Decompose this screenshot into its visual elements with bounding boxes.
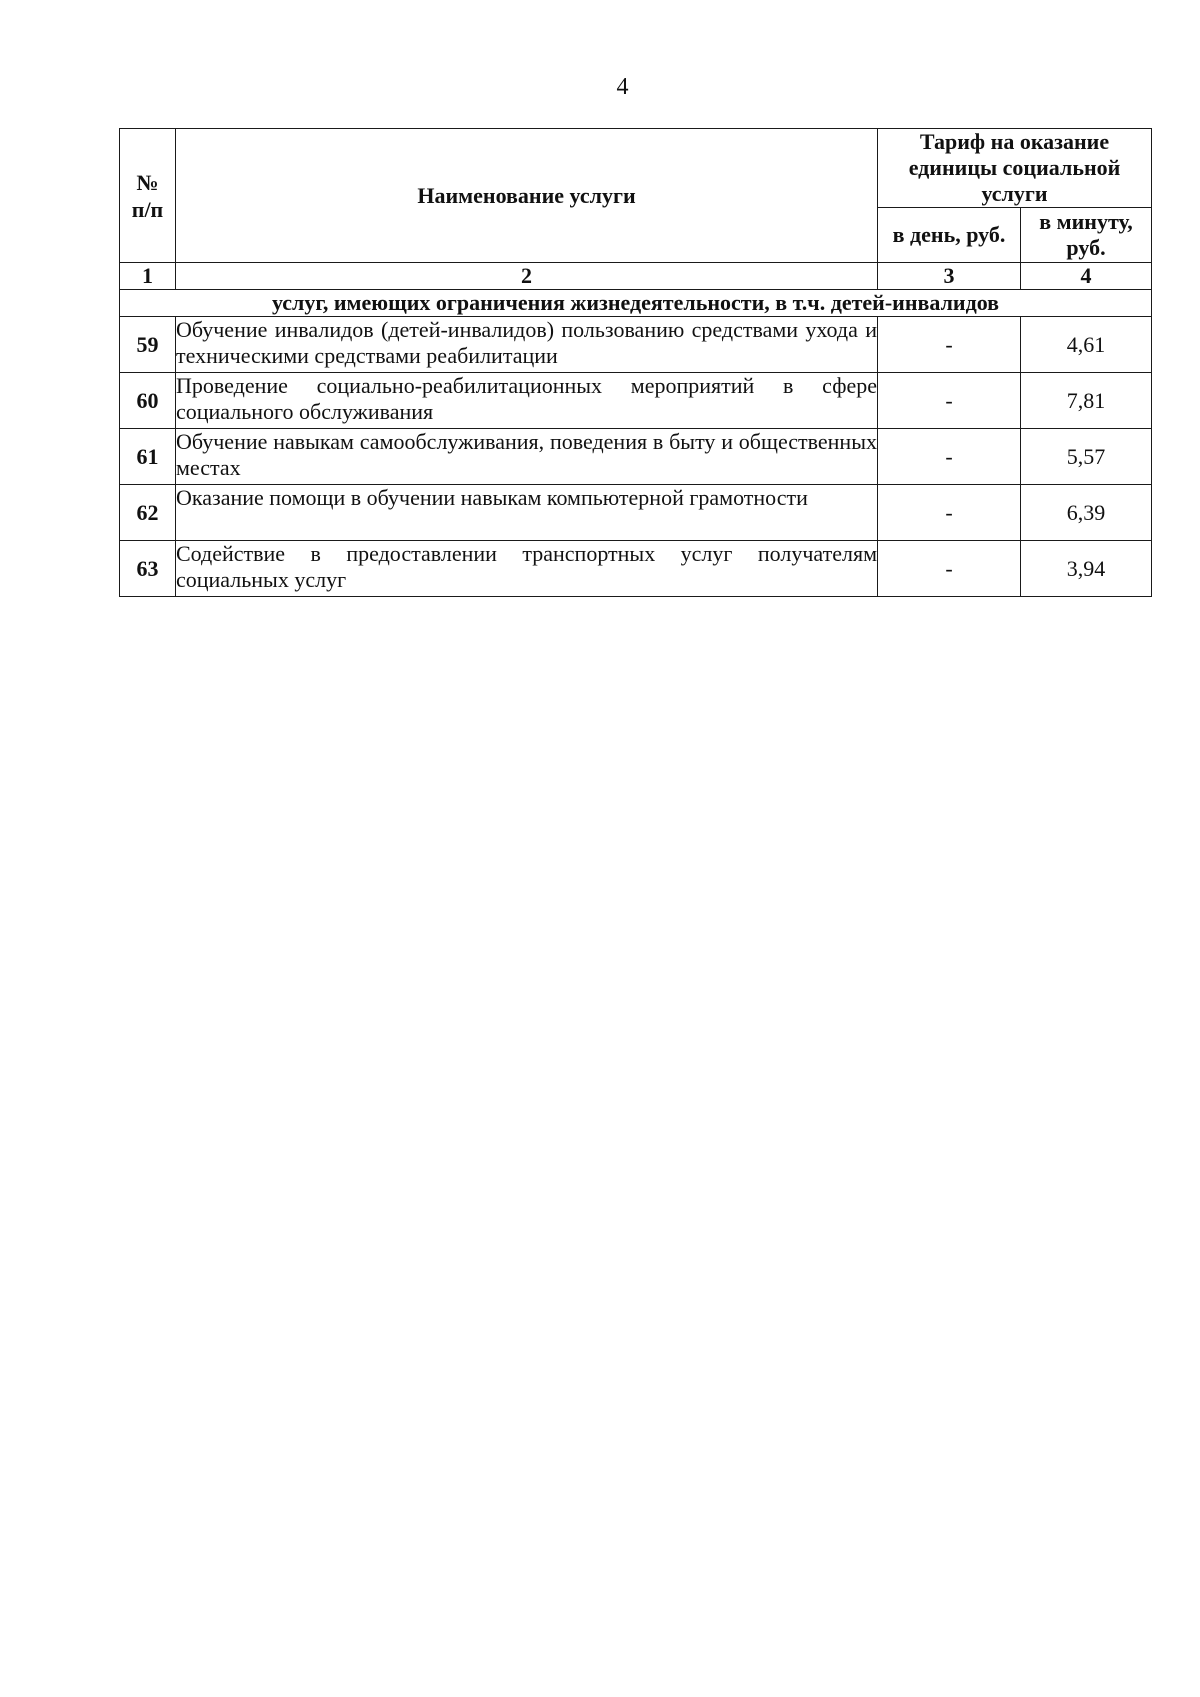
- table-row: [120, 317, 1152, 373]
- service-name: Проведение социально-реабилитационных мероприятий в сфере социального обслуживания: [176, 373, 878, 429]
- column-number: 3: [878, 263, 1021, 290]
- tariff-per-minute: 3,94: [1021, 541, 1152, 597]
- service-name: Содействие в предоставлении транспортных услуг получателям социальных услуг: [176, 541, 878, 597]
- column-number: 4: [1021, 263, 1152, 290]
- tariff-per-day: -: [878, 429, 1021, 485]
- row-number: 63: [120, 541, 176, 597]
- header-per-day: в день, руб.: [878, 208, 1021, 263]
- section-row: [120, 290, 1152, 317]
- tariff-per-day: -: [878, 317, 1021, 373]
- tariff-per-day: -: [878, 485, 1021, 541]
- column-number-row: [120, 263, 1152, 290]
- tariff-table: [119, 128, 1152, 597]
- header-name-col: Наименование услуги: [176, 129, 878, 263]
- row-number: 60: [120, 373, 176, 429]
- tariff-per-day: -: [878, 541, 1021, 597]
- service-name: Оказание помощи в обучении навыкам компьютерной грамотности: [176, 485, 878, 541]
- table-row: [120, 429, 1152, 485]
- table-header: [120, 129, 1152, 263]
- tariff-per-minute: 4,61: [1021, 317, 1152, 373]
- service-name: Обучение навыкам самообслуживания, поведения в быту и общественных местах: [176, 429, 878, 485]
- tariff-per-day: -: [878, 373, 1021, 429]
- service-name: Обучение инвалидов (детей-инвалидов) пользованию средствами ухода и техническими средствами реабилитации: [176, 317, 878, 373]
- tariff-per-minute: 7,81: [1021, 373, 1152, 429]
- page-number: 4: [616, 74, 629, 100]
- header-num-col: № п/п: [120, 129, 176, 263]
- table-row: [120, 541, 1152, 597]
- tariff-per-minute: 6,39: [1021, 485, 1152, 541]
- header-tariff-group: Тариф на оказание единицы социальной услуги: [878, 129, 1152, 208]
- row-number: 62: [120, 485, 176, 541]
- header-per-minute: в минуту, руб.: [1021, 208, 1152, 263]
- column-number: 2: [176, 263, 878, 290]
- row-number: 59: [120, 317, 176, 373]
- table-row: [120, 373, 1152, 429]
- tariff-per-minute: 5,57: [1021, 429, 1152, 485]
- row-number: 61: [120, 429, 176, 485]
- section-title: услуг, имеющих ограничения жизнедеятельности, в т.ч. детей-инвалидов: [120, 290, 1152, 317]
- column-number: 1: [120, 263, 176, 290]
- table-row: [120, 485, 1152, 541]
